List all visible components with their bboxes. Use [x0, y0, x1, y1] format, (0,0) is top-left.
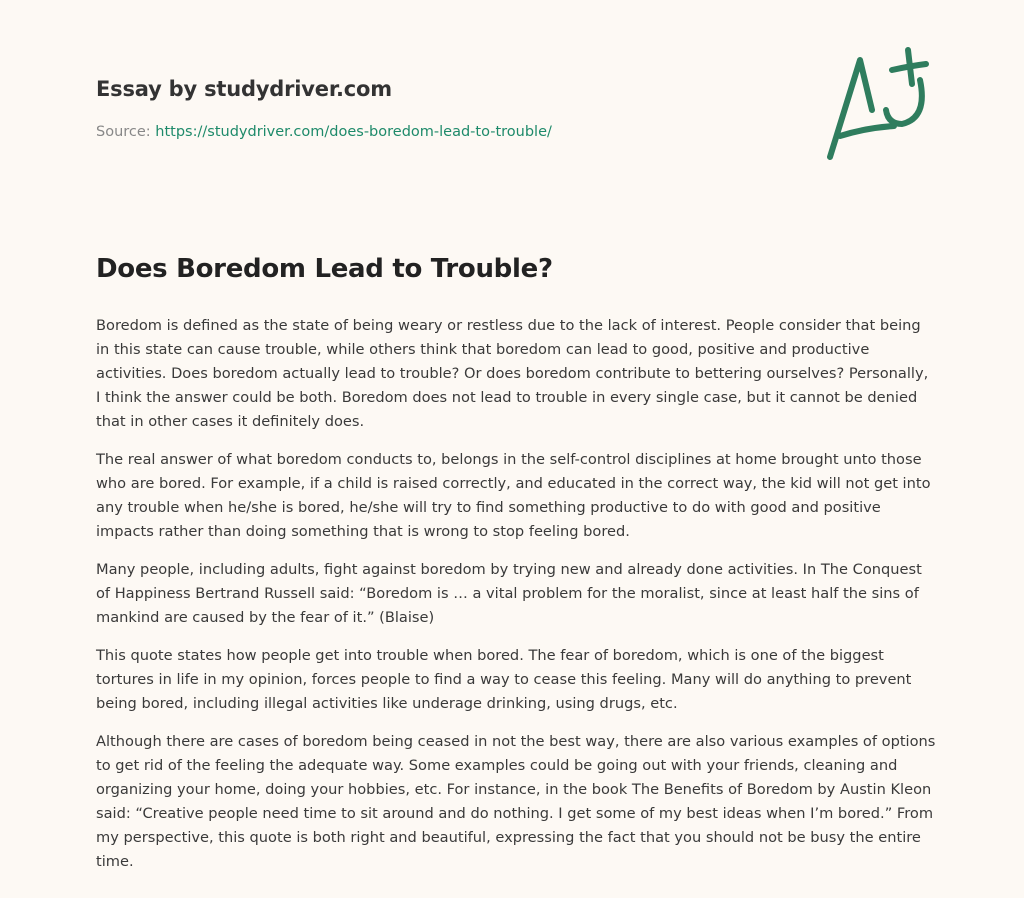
article-title: Does Boredom Lead to Trouble?: [96, 254, 553, 284]
article-body: [96, 314, 936, 888]
paragraph: Boredom is defined as the state of being weary or restless due to the lack of interest. People consider that being in this state can cause trouble, while others think that boredom can lead to good, positive and productive activities. Does boredom actually lead to trouble? Or does boredom contribute to bettering ourselves? Personally, I think the answer could be both. Boredom does not lead to trouble in every single case, but it cannot be denied that in other cases it definitely does.: [96, 317, 929, 430]
paragraph: The real answer of what boredom conducts to, belongs in the self-control disciplines at home brought unto those who are bored. For example, if a child is raised correctly, and educated in the correct way, the kid will not get into any trouble when he/she is bored, he/she will try to find something productive to do with good and positive impacts rather than doing something that is wrong to stop feeling bored.: [96, 451, 931, 540]
paragraph: Many people, including adults, fight against boredom by trying new and already done activities. In The Conquest of Happiness Bertrand Russell said: “Boredom is … a vital problem for the moralist, since at least half the sins of mankind are caused by the fear of it.” (Blaise): [96, 561, 922, 626]
source-line: [96, 124, 552, 140]
paragraph: This quote states how people get into trouble when bored. The fear of boredom, which is one of the biggest tortures in life in my opinion, forces people to find a way to cease this feeling. Many will do anything to prevent being bored, including illegal activities like underage drinking, using drugs, etc.: [96, 647, 912, 712]
source-link[interactable]: https://studydriver.com/does-boredom-lead-to-trouble/: [155, 124, 552, 140]
paragraph: Although there are cases of boredom being ceased in not the best way, there are also various examples of options to get rid of the feeling the adequate way. Some examples could be going out with your friends, cleaning and organizing your home, doing your hobbies, etc. For instance, in the book The Benefits of Boredom by Austin Kleon said: “Creative people need time to sit around and do nothing. I get some of my best ideas when I’m bored.” From my perspective, this quote is both right and beautiful, expressing the fact that you should not be busy the entire time.: [96, 733, 936, 870]
a-plus-logo-icon: [820, 40, 930, 165]
site-brand: Essay by studydriver.com: [96, 77, 392, 101]
source-label: Source:: [96, 124, 151, 140]
